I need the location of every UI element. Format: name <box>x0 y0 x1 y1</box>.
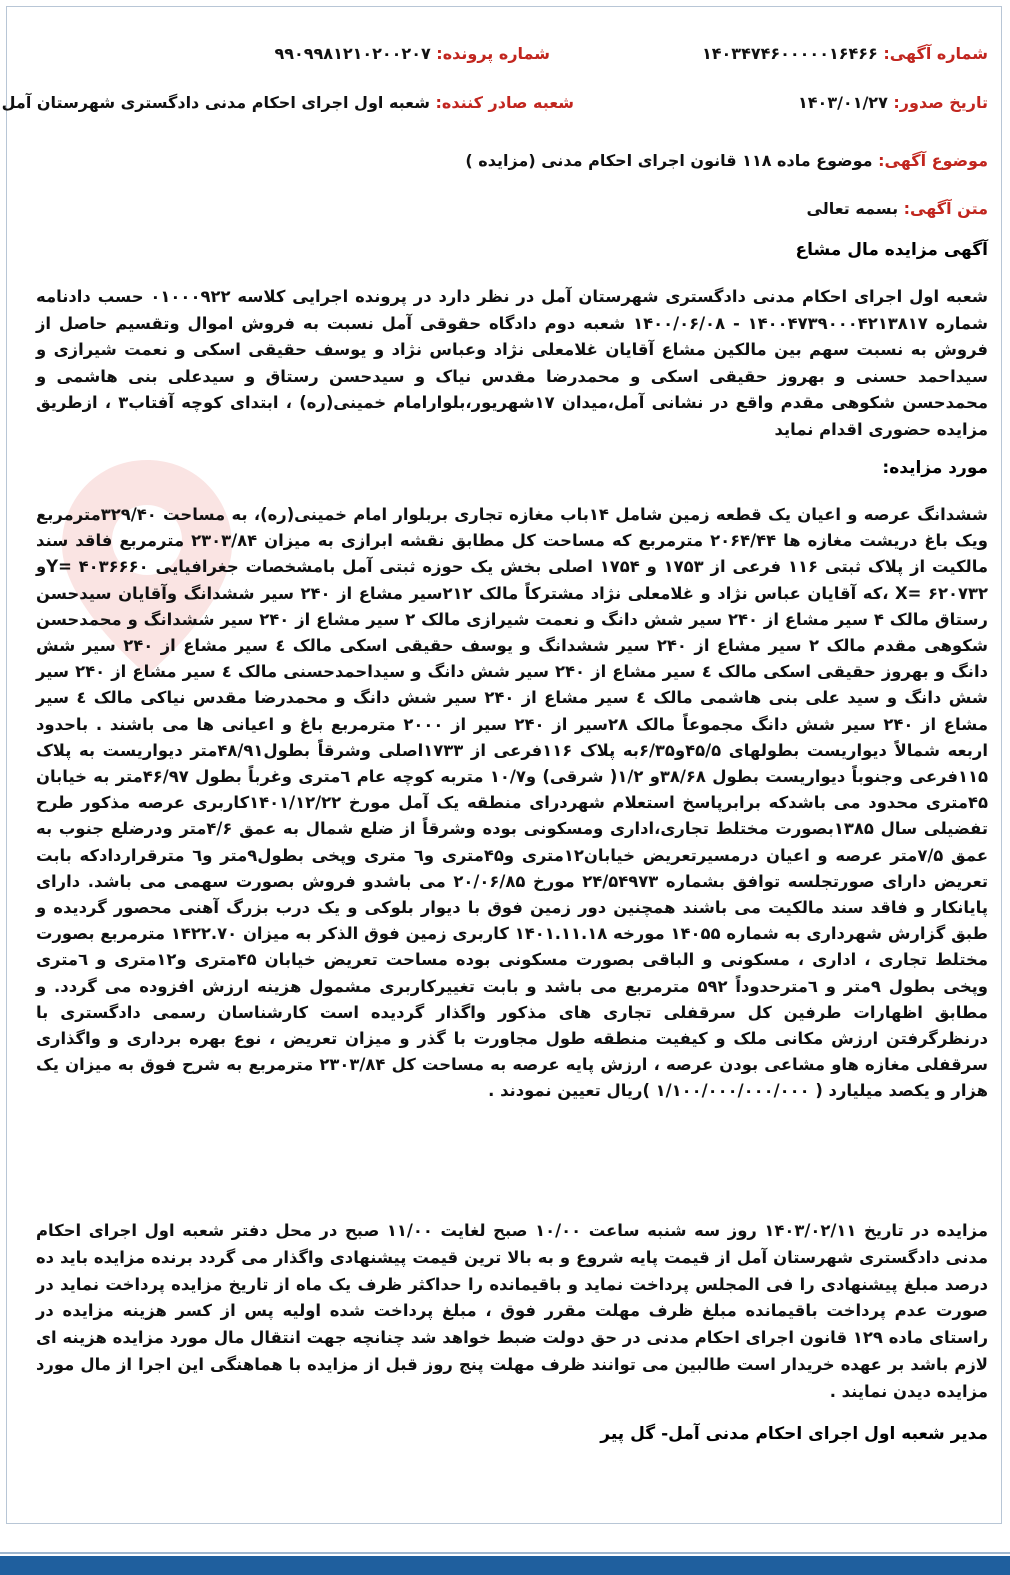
issuer-row <box>2 93 574 112</box>
issuer-label: شعبه صادر کننده: <box>435 93 574 112</box>
notice-heading: آگهی مزایده مال مشاع <box>795 240 988 260</box>
issue-date-label: تاریخ صدور: <box>893 93 988 112</box>
file-number-value: ۹۹۰۹۹۸۱۲۱۰۲۰۰۲۰۷ <box>274 44 431 63</box>
ad-number-value: ۱۴۰۳۴۷۴۶۰۰۰۰۰۱۶۴۶۶ <box>702 44 878 63</box>
file-number-label: شماره پرونده: <box>436 44 550 63</box>
paragraph-intro: شعبه اول اجرای احکام مدنی دادگستری شهرستان آمل در نظر دارد در پرونده اجرایی کلاسه ۰۱۰۰۰۹۲۲ حسب دادنامه شماره ۱۴۰۰۴۷۳۹۰۰۰۴۲۱۳۸۱۷ - ۱۴۰۰/۰۶/۰۸ شعبه دوم دادگاه حقوقی آمل نسبت به فروش اموال وتقسیم حاصل از فروش به نسبت سهم بین مالکین مشاع آقایان غلامعلی نژاد وعباس نژاد و یوسف حقیقی اسکی و نعمت شیرازی و سیداحمد حسنی و بهروز حقیقی اسکی و محمدرضا مقدس نیاک و سیدحسن رستاق و سیدعلی بنی هاشمی و محمدحسن شکوهی مقدم واقع در نشانی آمل،میدان ۱۷شهریور،بلوارامام خمینی(ره) ، ابتدای کوچه آفتاب۳ ، ازطریق مزایده حضوری اقدام نماید <box>36 287 989 439</box>
text-label-row <box>807 199 988 218</box>
subject-value: موضوع ماده ۱۱۸ قانون اجرای احکام مدنی (مزایده ) <box>465 151 873 170</box>
text-label: متن آگهی: <box>903 199 988 218</box>
footer-line <box>0 1552 1010 1554</box>
signature: مدیر شعبه اول اجرای احکام مدنی آمل- گل پیر <box>600 1424 988 1444</box>
subject-label: موضوع آگهی: <box>878 151 988 170</box>
text-intro: بسمه تعالی <box>806 199 899 218</box>
footer-bar <box>0 1556 1010 1575</box>
file-number-row <box>274 44 550 63</box>
paragraph-auction-terms: مزایده در تاریخ ۱۴۰۳/۰۲/۱۱ روز سه شنبه ساعت ۱۰/۰۰ صبح لغایت ۱۱/۰۰ صبح در محل دفتر شعبه اول اجرای احکام مدنی دادگستری شهرستان آمل از قیمت پایه شروع و به بالا ترین قیمت پیشنهادی واگذار می گردد برنده مزایده باید ده درصد مبلغ پیشنهادی را فی المجلس پرداخت نماید و باقیمانده را حداکثر ظرف یک ماه از تاریخ مزایده پرداخت نماید در صورت عدم پرداخت باقیمانده مبلغ ظرف مهلت مقرر فوق ، مبلغ پرداخت شده اولیه پس از کسر هزینه مزایده در راستای ماده ۱۲۹ قانون اجرای احکام مدنی در حق دولت ضبط خواهد شد چنانچه جهت انتقال مال مورد مزایده هزینه ای لازم باشد بر عهده خریدار است طالبین می توانند ظرف مهلت پنج روز قبل از مزایده با هماهنگی این اجرا از مال مورد مزایده دیدن نمایند . <box>36 1221 989 1401</box>
subject-row <box>465 151 988 170</box>
issue-date-row <box>798 93 988 112</box>
subject-heading: مورد مزایده: <box>882 458 988 478</box>
ad-number-label: شماره آگهی: <box>883 44 988 63</box>
ad-number-row <box>702 44 988 63</box>
issuer-value: شعبه اول اجرای احکام مدنی دادگستری شهرستان آمل <box>1 93 430 112</box>
issue-date-value: ۱۴۰۳/۰۱/۲۷ <box>798 93 888 112</box>
paragraph-property: ششدانگ عرصه و اعیان یک قطعه زمین شامل ۱۴باب مغازه تجاری بربلوار امام خمینی(ره)، به مساحت ۳۲۹/۴۰مترمربع ویک باغ دریشت مغازه ها ۲۰۶۴/۴۴ مترمربع که مساحت کل مطابق نقشه ابرازی به میزان ۲۳۰۳/۸۴ مترمربع فاقد سند مالکیت از پلاک ثبتی ۱۱۶ فرعی از ۱۷۵۳ و ۱۷۵۴ اصلی بخش یک حوزه ثبتی آمل بامشخصات جغرافیایی Y= ۴۰۳۶۶۶۰و X= ۶۲۰۷۳۲ ،که آقایان عباس نژاد و غلامعلی نژاد مشترکاً مالک ۲۱۲سیر مشاع از ۲۴۰ سیر ششدانگ وآقایان سیدحسن رستاق مالک ۴ سیر مشاع از ۲۴۰ سیر شش دانگ و نعمت شیرازی مالک ۲ سیر مشاع از ۲۴۰ سیر ششدانگ و محمدحسن شکوهی مقدم مالک ۲ سیر مشاع از ۲۴۰ سیر ششدانگ و یوسف حقیقی اسکی مالک ٤ سیر مشاع از ۲۴۰ سیر شش دانگ و بهروز حقیقی اسکی مالک ٤ سیر مشاع از ۲۴۰ سیر شش دانگ و سیداحمدحسنی مالک ٤ سیر مشاع از ۲۴۰ سیر شش دانگ و سید علی بنی هاشمی مالک ٤ سیر مشاع از ۲۴۰ سیر شش دانگ و محمدرضا مقدس نیاکی مالک ٤ سیر مشاع از ۲۴۰ سیر شش دانگ مجموعاً مالک ۲۸سیر از ۲۴۰ سیر از ۲۰۰۰ مترمربع باغ و اعیانی ها می باشند . باحدود اربعه شمالاً دیواریست بطولهای ۴۵/۵و۶/۳۵به پلاک ۱۱۶فرعی از ۱۷۳۳اصلی وشرقاً بطول۴۸/۹۱متر دیواریست به پلاک ۱۱۵فرعی وجنوباً دیواریست بطول ۳۸/۶۸و ۱/۲( شرقی) و۱۰/۷ متربه کوچه عام ٦متری وغرباً بطول ۴۶/۹۷متر به خیابان ۴۵متری محدود می باشدکه برابرپاسخ استعلام شهردرای منطقه یک آمل مورخ ۱۴۰۱/۱۲/۲۲کاربری عرصه مذکور طرح تفضیلی سال ۱۳۸۵بصورت مختلط تجاری،اداری ومسکونی بوده وشرقاً از ضلع شمال به عمق ۴/۶متر ودرضلع جنوب به عمق ۷/۵متر عرصه و اعیان درمسیرتعریض خیابان۱۲متری و۴۵متری و٦ متری وپخی بطول۹متر و٦ مترقراردادکه بابت تعریض دارای صورتجلسه توافق بشماره ۲۴/۵۴۹۷۳ مورخ ۲۰/۰۶/۸۵ می باشدو فروش بصورت سهمی می باشد. دارای پایانکار و فاقد سند مالکیت می باشند همچنین دور زمین فوق با دیوار بلوکی و یک درب بزرگ آهنی محصور گردیده و طبق گزارش شهرداری به شماره ۱۴۰۵۵ مورخه ۱۴۰۱.۱۱.۱۸ کاربری زمین فوق الذکر به میزان ۱۴۲۲.۷۰ مترمربع بصورت مختلط تجاری ، اداری ، مسکونی و الباقی بصورت مسکونی بوده مساحت تعریض خیابان ۴۵متری و۱۲متری و ٦متری وپخی بطول ۹متر و ٦مترحدوداً ۵۹۲ مترمربع می باشد و بابت تغییرکاربری مشمول هزینه ارزش افزوده می گردد. و مطابق اظهارات طرفین کل سرقفلی تجاری های مذکور واگذار گردیده است کارشناسان رسمی دادگستری با درنظرگرفتن ارزش مکانی ملک و کیفیت منطقه طول مجاورت با گذر و میزان تعریض ، نوع بهره برداری و واگذاری سرقفلی مغازه هاو مشاعی بودن عرصه ، ارزش پایه عرصه به مساحت کل ۲۳۰۳/۸۴ مترمربع به شرح فوق به میزان یک هزار و یکصد میلیارد ( ۱/۱۰۰/۰۰۰/۰۰۰/۰۰۰ )ریال تعیین نمودند . <box>36 505 989 1101</box>
